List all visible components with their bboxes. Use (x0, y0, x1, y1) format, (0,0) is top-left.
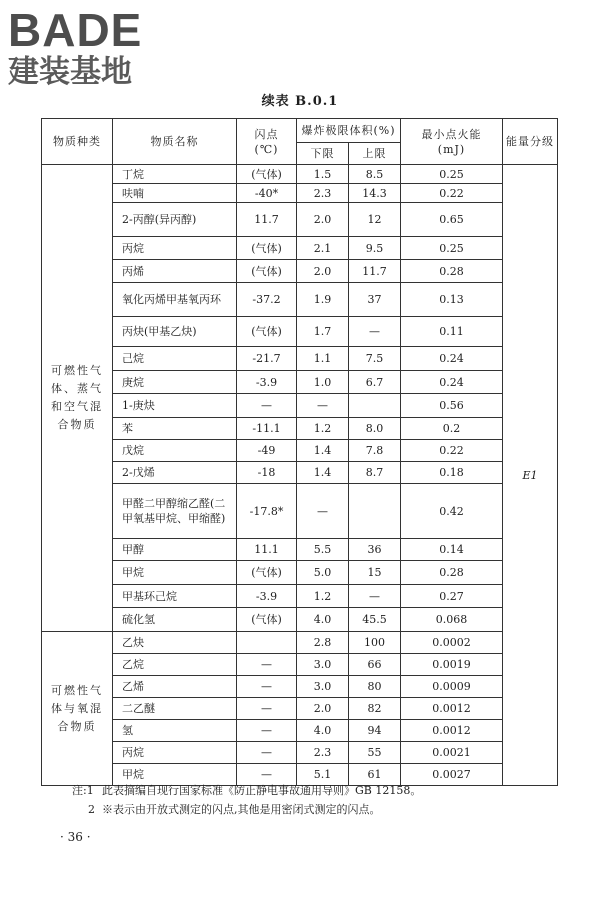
explosion-lower: 3.0 (297, 676, 349, 698)
explosion-lower: 1.4 (297, 440, 349, 462)
substance-name: 甲烷 (113, 764, 237, 786)
page-number: · 36 · (60, 830, 91, 844)
table-row (42, 394, 558, 418)
explosion-upper: 55 (349, 742, 401, 764)
flash-point: — (237, 742, 297, 764)
explosion-lower: 5.5 (297, 539, 349, 561)
explosion-upper: 7.5 (349, 347, 401, 371)
min-ignition-energy: 0.28 (401, 260, 503, 283)
substance-name: 2-戊烯 (113, 462, 237, 484)
table-row (42, 720, 558, 742)
note-2 (72, 800, 572, 819)
notes (72, 781, 572, 819)
flash-point: -49 (237, 440, 297, 462)
explosion-lower: 2.0 (297, 260, 349, 283)
table-row (42, 484, 558, 539)
note-2-index: 2 (88, 803, 95, 816)
substance-name: 乙炔 (113, 632, 237, 654)
header-flash-label: 闪点 (254, 127, 279, 141)
substance-name: 二乙醚 (113, 698, 237, 720)
explosion-upper: 80 (349, 676, 401, 698)
explosion-lower: 1.2 (297, 418, 349, 440)
explosion-upper: — (349, 317, 401, 347)
flash-point: — (237, 764, 297, 786)
table-row (42, 347, 558, 371)
substance-name: 甲醇 (113, 539, 237, 561)
min-ignition-energy: 0.0027 (401, 764, 503, 786)
min-ignition-energy: 0.22 (401, 440, 503, 462)
flash-point: — (237, 654, 297, 676)
header-flash-unit: (℃) (254, 142, 279, 156)
table-row (42, 418, 558, 440)
explosion-lower: 2.0 (297, 698, 349, 720)
substance-name: 丙炔(甲基乙炔) (113, 317, 237, 347)
note-1 (72, 781, 572, 800)
explosion-upper: 82 (349, 698, 401, 720)
logo-chinese: 建装基地 (8, 54, 132, 86)
min-ignition-energy: 0.65 (401, 203, 503, 237)
flash-point: -40* (237, 184, 297, 203)
min-ignition-energy: 0.24 (401, 347, 503, 371)
substance-name: 乙烯 (113, 676, 237, 698)
header-upper: 上限 (349, 143, 401, 165)
table-row (42, 317, 558, 347)
min-ignition-energy: 0.0019 (401, 654, 503, 676)
table-row (42, 608, 558, 632)
flash-point: -37.2 (237, 283, 297, 317)
explosion-lower: 2.3 (297, 742, 349, 764)
explosion-upper: 37 (349, 283, 401, 317)
substance-name: 苯 (113, 418, 237, 440)
explosion-lower: 5.0 (297, 561, 349, 585)
substance-name: 庚烷 (113, 371, 237, 394)
table-row (42, 165, 558, 184)
table-row (42, 440, 558, 462)
bade-logo (8, 2, 183, 86)
flash-point: -18 (237, 462, 297, 484)
flash-point: (气体) (237, 317, 297, 347)
min-ignition-energy: 0.0002 (401, 632, 503, 654)
note-2-text: ※表示由开放式测定的闪点,其他是用密闭式测定的闪点。 (102, 803, 381, 816)
explosion-lower: 1.1 (297, 347, 349, 371)
min-ignition-energy: 0.25 (401, 165, 503, 184)
explosion-lower: 1.4 (297, 462, 349, 484)
explosion-lower: 2.1 (297, 237, 349, 260)
substance-name: 己烷 (113, 347, 237, 371)
flash-point: -17.8* (237, 484, 297, 539)
explosion-upper: 7.8 (349, 440, 401, 462)
min-ignition-energy: 0.0012 (401, 698, 503, 720)
header-energy-class: 能量分级 (503, 119, 558, 165)
explosion-upper: 11.7 (349, 260, 401, 283)
table-row (42, 283, 558, 317)
min-ignition-energy: 0.25 (401, 237, 503, 260)
min-ignition-energy: 0.24 (401, 371, 503, 394)
substance-name: 丙烷 (113, 742, 237, 764)
table-row (42, 539, 558, 561)
min-ignition-energy: 0.42 (401, 484, 503, 539)
category-cell: 可燃性气体、蒸气和空气混合物质 (42, 165, 113, 632)
flash-point: — (237, 394, 297, 418)
table-row (42, 742, 558, 764)
explosion-upper: 61 (349, 764, 401, 786)
substance-name: 丙烷 (113, 237, 237, 260)
table-row (42, 184, 558, 203)
category-cell: 可燃性气体与氧混合物质 (42, 632, 113, 786)
min-ignition-energy: 0.0012 (401, 720, 503, 742)
logo-latin: BADE (8, 4, 143, 56)
explosion-upper: 100 (349, 632, 401, 654)
flash-point: 11.7 (237, 203, 297, 237)
explosion-lower: — (297, 394, 349, 418)
flash-point (237, 632, 297, 654)
min-ignition-energy: 0.13 (401, 283, 503, 317)
substance-name: 乙烷 (113, 654, 237, 676)
flash-point: -11.1 (237, 418, 297, 440)
flash-point: (气体) (237, 237, 297, 260)
min-ignition-energy: 0.068 (401, 608, 503, 632)
explosion-upper: 45.5 (349, 608, 401, 632)
substance-name: 呋喃 (113, 184, 237, 203)
table-row (42, 371, 558, 394)
explosion-upper: 8.7 (349, 462, 401, 484)
explosion-lower: 3.0 (297, 654, 349, 676)
explosion-lower: 1.2 (297, 585, 349, 608)
substance-name: 氢 (113, 720, 237, 742)
explosion-upper: 14.3 (349, 184, 401, 203)
substance-name: 丁烷 (113, 165, 237, 184)
min-ignition-energy: 0.0021 (401, 742, 503, 764)
min-ignition-energy: 0.0009 (401, 676, 503, 698)
min-ignition-energy: 0.56 (401, 394, 503, 418)
explosion-lower: 4.0 (297, 608, 349, 632)
header-min-ignition-label: 最小点火能 (421, 127, 482, 141)
header-lower: 下限 (297, 143, 349, 165)
header-name: 物质名称 (113, 119, 237, 165)
min-ignition-energy: 0.27 (401, 585, 503, 608)
explosion-lower: 1.7 (297, 317, 349, 347)
table-body (42, 165, 558, 786)
min-ignition-energy: 0.14 (401, 539, 503, 561)
explosion-upper: — (349, 585, 401, 608)
table-row (42, 237, 558, 260)
explosion-upper (349, 394, 401, 418)
explosion-upper: 66 (349, 654, 401, 676)
header-min-ignition (401, 119, 503, 165)
flash-point: — (237, 676, 297, 698)
table-row (42, 632, 558, 654)
table-row (42, 561, 558, 585)
flash-point: (气体) (237, 165, 297, 184)
flash-point: — (237, 720, 297, 742)
explosion-lower: 1.5 (297, 165, 349, 184)
table-row (42, 676, 558, 698)
substance-name: 丙烯 (113, 260, 237, 283)
substance-name: 甲基环己烷 (113, 585, 237, 608)
substance-name: 甲烷 (113, 561, 237, 585)
flash-point: (气体) (237, 561, 297, 585)
min-ignition-energy: 0.2 (401, 418, 503, 440)
explosion-lower: 5.1 (297, 764, 349, 786)
substance-name: 戊烷 (113, 440, 237, 462)
flash-point: (气体) (237, 260, 297, 283)
explosion-lower: — (297, 484, 349, 539)
explosion-lower: 1.0 (297, 371, 349, 394)
flammable-substances-table (41, 118, 558, 786)
min-ignition-energy: 0.28 (401, 561, 503, 585)
explosion-upper: 94 (349, 720, 401, 742)
substance-name: 硫化氢 (113, 608, 237, 632)
energy-class: E1 (503, 165, 558, 786)
table-row (42, 462, 558, 484)
flash-point: -3.9 (237, 371, 297, 394)
explosion-lower: 1.9 (297, 283, 349, 317)
explosion-lower: 2.3 (297, 184, 349, 203)
min-ignition-energy: 0.22 (401, 184, 503, 203)
explosion-upper: 15 (349, 561, 401, 585)
flash-point: -21.7 (237, 347, 297, 371)
note-1-index: 注:1 (72, 784, 94, 797)
table-row (42, 260, 558, 283)
table-row (42, 585, 558, 608)
explosion-upper: 12 (349, 203, 401, 237)
flash-point: -3.9 (237, 585, 297, 608)
explosion-lower: 4.0 (297, 720, 349, 742)
header-explosion-limit: 爆炸极限体积(%) (297, 119, 401, 143)
substance-name: 甲醛二甲醇缩乙醛(二甲氧基甲烷、甲缩醛) (113, 484, 237, 539)
substance-name: 1-庚炔 (113, 394, 237, 418)
table-caption: 续表 B.0.1 (261, 94, 339, 109)
explosion-upper: 36 (349, 539, 401, 561)
flash-point: (气体) (237, 608, 297, 632)
explosion-lower: 2.0 (297, 203, 349, 237)
min-ignition-energy: 0.11 (401, 317, 503, 347)
explosion-upper: 9.5 (349, 237, 401, 260)
explosion-upper: 8.0 (349, 418, 401, 440)
table-row (42, 203, 558, 237)
note-1-text: 此表摘编自现行国家标准《防止静电事故通用导则》GB 12158。 (102, 784, 422, 797)
table-row (42, 698, 558, 720)
substance-name: 2-丙醇(异丙醇) (113, 203, 237, 237)
explosion-upper: 6.7 (349, 371, 401, 394)
header-category: 物质种类 (42, 119, 113, 165)
explosion-upper (349, 484, 401, 539)
explosion-upper: 8.5 (349, 165, 401, 184)
table-row (42, 654, 558, 676)
flash-point: 11.1 (237, 539, 297, 561)
min-ignition-energy: 0.18 (401, 462, 503, 484)
header-min-ignition-unit: (mJ) (437, 142, 466, 156)
header-flash-point (237, 119, 297, 165)
substance-name: 氧化丙烯甲基氧丙环 (113, 283, 237, 317)
explosion-lower: 2.8 (297, 632, 349, 654)
flash-point: — (237, 698, 297, 720)
